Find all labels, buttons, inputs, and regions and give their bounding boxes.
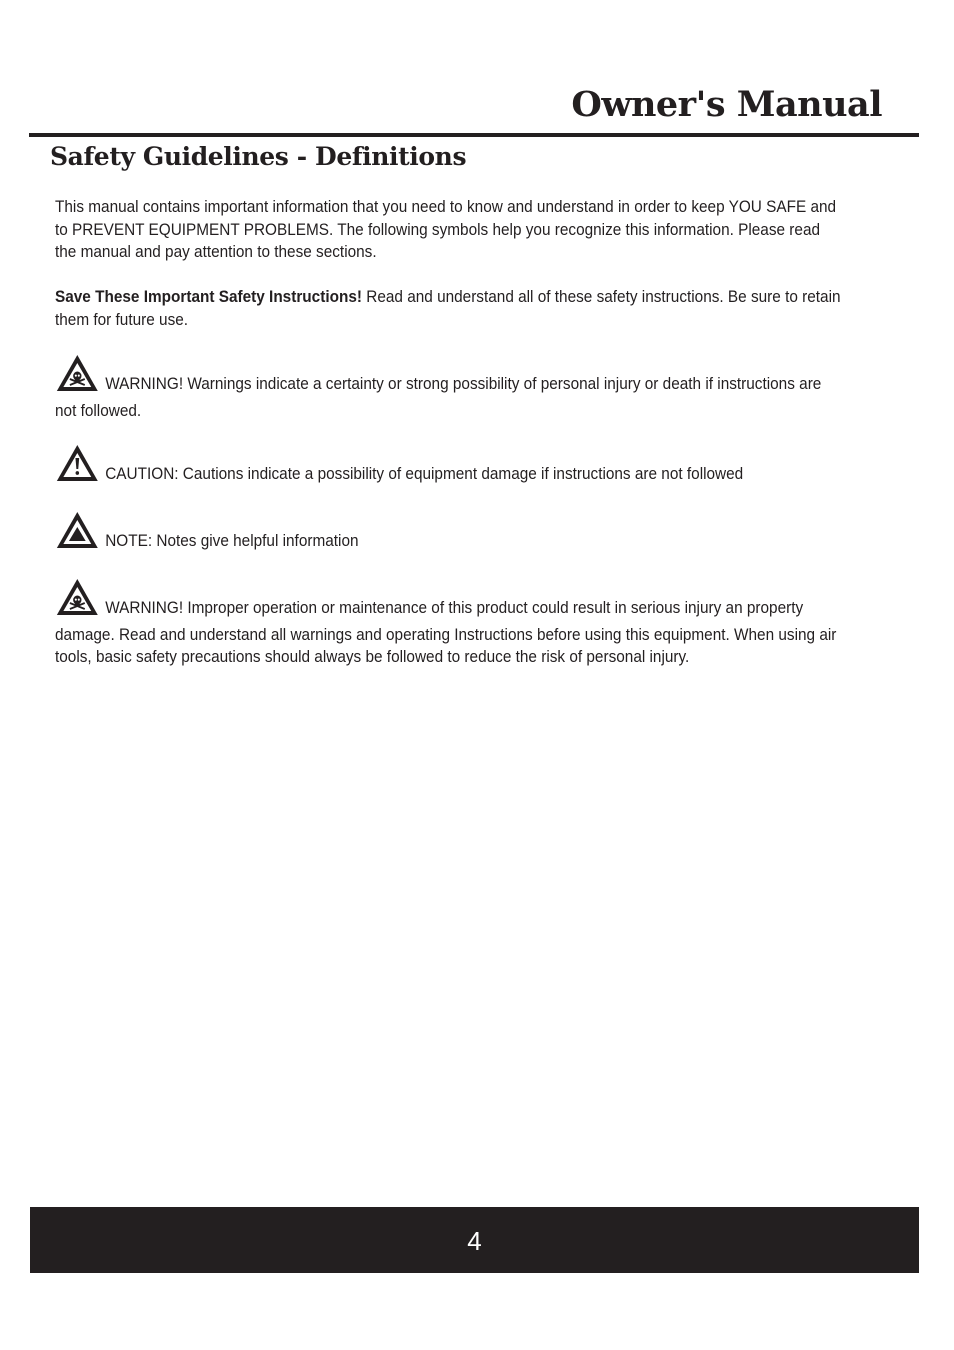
page-number: 4: [467, 1226, 482, 1256]
note-definition-text: NOTE: Notes give helpful information: [105, 532, 359, 550]
save-instructions-heading: Save These Important Safety Instructions!: [55, 288, 362, 306]
intro-paragraph: This manual contains important information that you need to know and understand in order to keep YOU SAFE and to PREVENT EQUIPMENT PROBLEMS. The following symbols help you recognize this information. Please read the manual and pay attention to these sections.: [55, 198, 837, 261]
save-instructions-text: Read and understand all of these safety instructions. Be sure to retain them for future use.: [55, 288, 841, 329]
section-title: Safety Guidelines - Definitions: [50, 142, 467, 171]
caution-definition: [55, 443, 846, 490]
footer-bar: [30, 1207, 919, 1273]
exclamation-caution-icon: [55, 443, 100, 490]
save-instructions-paragraph: [55, 286, 846, 331]
caution-definition-text: CAUTION: Cautions indicate a possibility of equipment damage if instructions are not followed: [105, 465, 744, 483]
manual-title: Owner's Manual: [571, 84, 882, 125]
warning-definition-text: WARNING! Warnings indicate a certainty or strong possibility of personal injury or death if instructions are not followed.: [55, 375, 822, 420]
triangle-note-icon: [55, 510, 100, 557]
warning-definition: [55, 353, 846, 422]
general-warning-definition-text: WARNING! Improper operation or maintenance of this product could result in serious injury an property damage. Read and understand all warnings and operating Instructions before using this equipment. When using air tools, basic safety precautions should always be followed to reduce the risk of personal injury.: [55, 599, 837, 666]
note-definition: [55, 510, 846, 557]
skull-warning-icon: [55, 353, 100, 400]
header-rule: [29, 133, 919, 137]
general-warning-definition: [55, 577, 846, 669]
skull-warning-icon: [55, 577, 100, 624]
